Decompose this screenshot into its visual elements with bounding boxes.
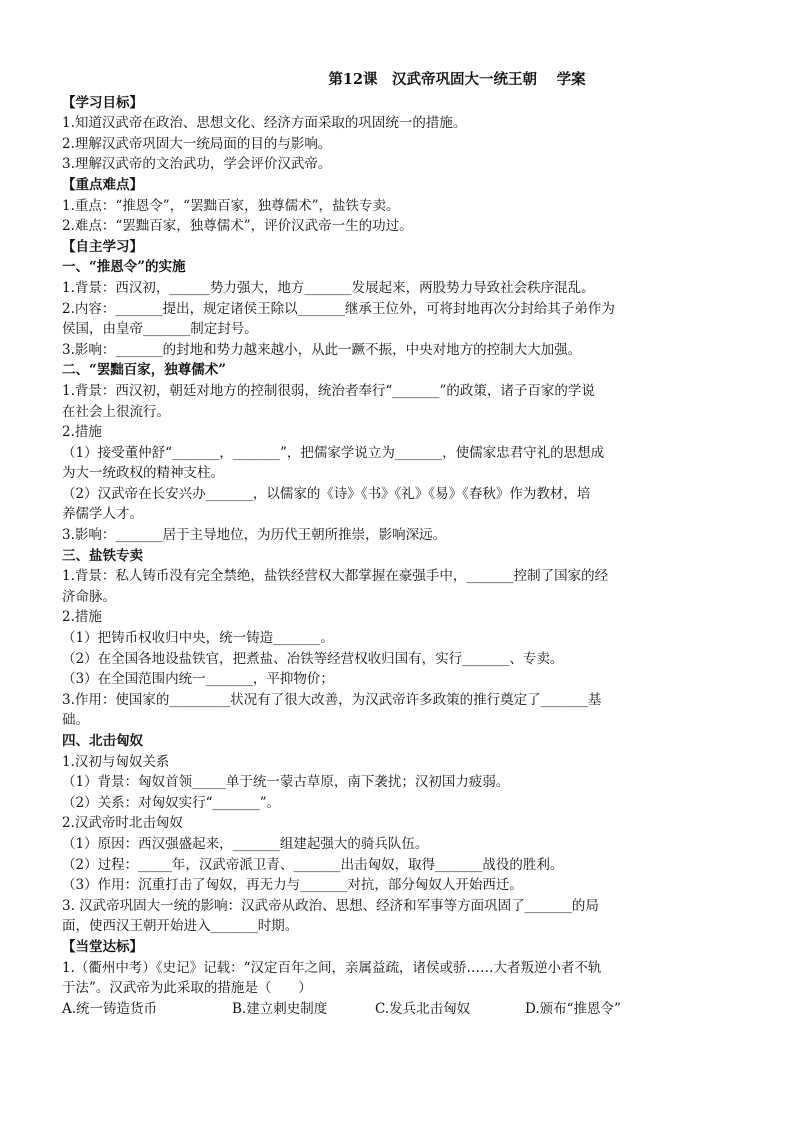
section-4-line: 2.汉武帝时北击匈奴 (62, 815, 183, 832)
objective-item: 3.理解汉武帝的文治武功，学会评价汉武帝。 (62, 156, 332, 173)
section-1-line: 3.影响：_______的封地和势力越来越小，从此一蹶不振，中央对地方的控制大大加强。 (62, 341, 582, 358)
section-2-line: 为大一统政权的精神支柱。 (62, 465, 224, 482)
section-2-line: （1）接受董仲舒“_______，_______”，把儒家学说立为_______，使儒家忠君守礼的思想成 (62, 444, 605, 461)
section-4-line: （1）背景：匈奴首领_____单于统一蒙古草原，南下袭扰；汉初国力疲弱。 (62, 774, 510, 791)
section-4-line: 1.汉初与匈奴关系 (62, 753, 170, 770)
section-1-line: 侯国，由皇帝_______制定封号。 (62, 321, 258, 338)
objectives-heading: 【学习目标】 (62, 94, 143, 111)
section-1-line: 1.背景：西汉初，______势力强大，地方_______发展起来，两股势力导致社会秩序混乱。 (62, 279, 595, 296)
section-3-line: 础。 (62, 712, 89, 729)
section-4-line: 面，使西汉王朝开始进入_______时期。 (62, 918, 299, 935)
option-a: A.统一铸造货币 (62, 1000, 158, 1017)
section-2-title: 二、“罢黜百家，独尊儒术” (62, 362, 227, 379)
worksheet (62, 70, 732, 1019)
option-c: C.发兵北击匈奴 (375, 1000, 471, 1017)
section-3-line: 2.措施 (62, 609, 102, 626)
section-1-title: 一、“推恩令”的实施 (62, 259, 186, 276)
section-2-line: （2）汉武帝在长安兴办_______，以儒家的《诗》《书》《礼》《易》《春秋》作为教材，培 (62, 485, 591, 502)
objective-item: 2.理解汉武帝巩固大一统局面的目的与影响。 (62, 135, 332, 152)
section-4-title: 四、北击匈奴 (62, 733, 143, 749)
section-4-line: （2）过程：_____年，汉武帝派卫青、_______出击匈奴，取得_______战役的胜利。 (62, 856, 564, 873)
section-4-line: 3. 汉武帝巩固大一统的影响：汉武帝从政治、思想、经济和军事等方面巩固了_______的局 (62, 897, 599, 914)
section-1-line: 2.内容：_______提出，规定诸侯王除以_______继承王位外，可将封地再次分封给其子弟作为 (62, 300, 615, 317)
section-2-line: 2.措施 (62, 424, 102, 441)
section-3-line: （1）把铸币权收归中央，统一铸造_______。 (62, 630, 334, 647)
key-points-heading: 【重点难点】 (62, 176, 143, 193)
objective-item: 1.知道汉武帝在政治、思想文化、经济方面采取的巩固统一的措施。 (62, 115, 467, 132)
question-line: 1.（衢州中考）《史记》记载：“汉定百年之间，亲属益疏，诸侯或骄……大者叛逆小者不轨 (62, 959, 602, 976)
question-line: 于法”。汉武帝为此采取的措施是（ ） (62, 980, 312, 997)
option-d: D.颁布“推恩令” (525, 1000, 621, 1017)
section-3-line: （3）在全国范围内统一_______，平抑物价； (62, 671, 334, 688)
section-3-line: 3.作用：使国家的_________状况有了很大改善，为汉武帝许多政策的推行奠定了_______基 (62, 691, 602, 708)
self-study-heading: 【自主学习】 (62, 238, 143, 255)
section-4-line: （2）关系：对匈奴实行“_______”。 (62, 794, 281, 811)
section-4-line: （1）原因：西汉强盛起来，_______组建起强大的骑兵队伍。 (62, 835, 429, 852)
section-3-line: 1.背景：私人铸币没有完全禁绝，盐铁经营权大都掌握在豪强手中，_______控制了国家的经 (62, 568, 609, 585)
section-3-title: 三、盐铁专卖 (62, 547, 143, 564)
key-point-item: 2.难点：“罢黜百家，独尊儒术”，评价汉武帝一生的功过。 (62, 218, 413, 235)
key-point-item: 1.重点：“推恩令”，“罢黜百家，独尊儒术”，盐铁专卖。 (62, 197, 400, 214)
section-2-line: 3.影响：_______居于主导地位，为历代王朝所推崇，影响深远。 (62, 527, 447, 544)
section-4-line: （3）作用：沉重打击了匈奴，再无力与_______对抗，部分匈奴人开始西迁。 (62, 877, 523, 894)
section-2-line: 在社会上很流行。 (62, 403, 170, 420)
page-title: 第12课 汉武帝巩固大一统王朝 学案 (328, 71, 586, 88)
option-b: B.建立刺史制度 (232, 1000, 328, 1017)
section-2-line: 1.背景：西汉初，朝廷对地方的控制很弱，统治者奉行“_______”的政策，诸子百家的学说 (62, 382, 595, 399)
classroom-heading: 【当堂达标】 (62, 938, 143, 955)
answer-options (62, 999, 732, 1020)
section-2-line: 养儒学人才。 (62, 506, 143, 523)
section-3-line: （2）在全国各地设盐铁官，把煮盐、冶铁等经营权收归国有，实行_______、专卖。 (62, 650, 564, 667)
section-3-line: 济命脉。 (62, 588, 116, 605)
